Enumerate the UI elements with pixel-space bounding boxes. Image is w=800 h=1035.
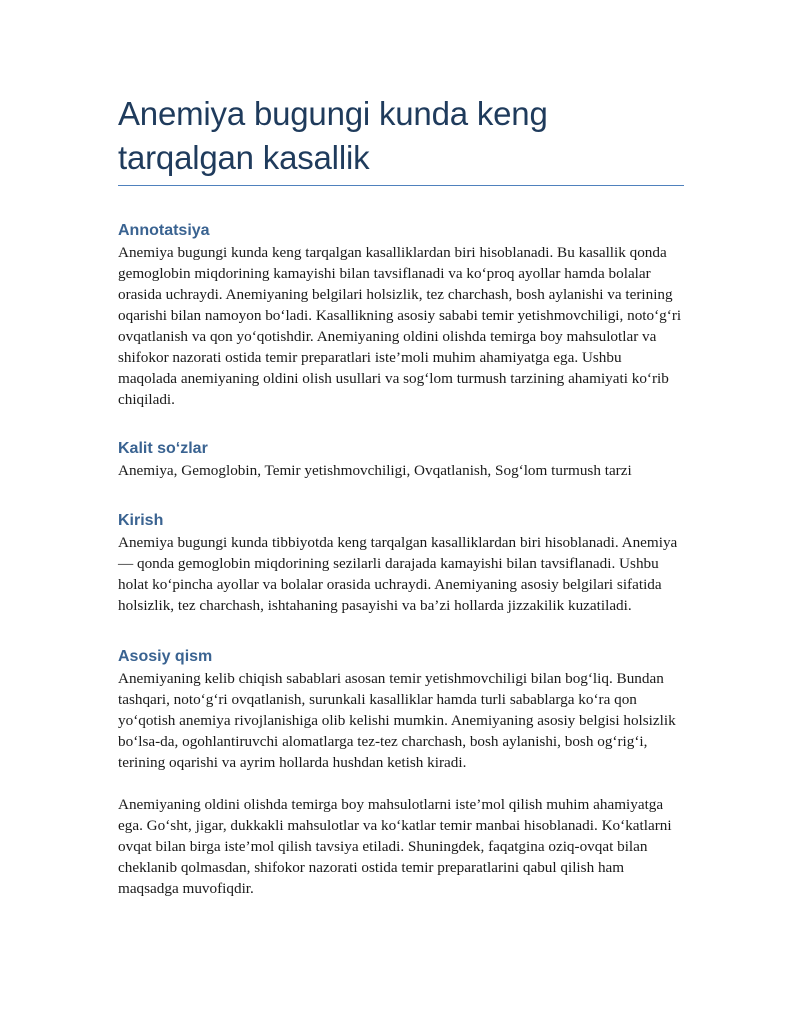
section-annotation xyxy=(118,220,684,410)
title-underline xyxy=(118,185,684,186)
annotation-paragraph: Anemiya bugungi kunda keng tarqalgan kasalliklardan biri hisoblanadi. Bu kasallik qonda gemoglobin miqdorining kamayishi bilan tavsiflanadi va ko‘proq ayollar hamda bolalar orasida uchraydi. Anemiyaning belgilari holsizlik, tez charchash, bosh aylanishi va terining oqarishi bilan namoyon bo‘ladi. Kasallikning asosiy sababi temir yetishmovchiligi, noto‘g‘ri ovqatlanish va qon yo‘qotishdir. Anemiyaning oldini olishda temirga boy mahsulotlar va shifokor nazorati ostida temir preparatlari iste’moli muhim ahamiyatga ega. Ushbu maqolada anemiyaning oldini olish usullari va sog‘lom turmush tarzining ahamiyati ko‘rib chiqiladi. xyxy=(118,244,682,408)
section-heading-main-body: Asosiy qism xyxy=(118,648,213,665)
document-page xyxy=(118,92,684,899)
main-body-paragraph-1: Anemiyaning kelib chiqish sabablari asosan temir yetishmovchiligi bilan bog‘liq. Bundan tashqari, noto‘g‘ri ovqatlanish, surunkali kasalliklar hamda turli sabablarga ko‘ra qon yo‘qotish anemiya rivojlanishiga olib kelishi mumkin. Anemiyaning asosiy belgisi holsizlik bo‘lsa-da, ogohlantiruvchi alomatlarga tez-tez charchash, bosh aylanishi, bosh og‘rig‘i, terining oqarishi va ayrim hollarda hushdan ketish kiradi. xyxy=(118,670,676,771)
section-main-body xyxy=(118,646,684,899)
section-keywords xyxy=(118,438,684,481)
section-heading-annotation: Annotatsiya xyxy=(118,222,210,239)
main-body-paragraph-2: Anemiyaning oldini olishda temirga boy mahsulotlarni iste’mol qilish muhim ahamiyatga ega. Go‘sht, jigar, dukkakli mahsulotlar va ko‘katlar temir manbai hisoblanadi. Ko‘katlarni ovqat bilan birga iste’mol qilish tavsiya etiladi. Shuningdek, faqatgina oziq-ovqat bilan cheklanib qolmasdan, shifokor nazorati ostida temir preparatlarini qabul qilish ham maqsadga muvofiqdir. xyxy=(118,796,672,897)
section-heading-keywords: Kalit so‘zlar xyxy=(118,440,208,457)
introduction-paragraph: Anemiya bugungi kunda tibbiyotda keng tarqalgan kasalliklardan biri hisoblanadi. Anemiya — qonda gemoglobin miqdorining sezilarli darajada kamayishi bilan tavsiflanadi. Ushbu holat ko‘pincha ayollar va bolalar orasida uchraydi. Anemiyaning asosiy belgilari sifatida holsizlik, tez charchash, ishtahaning pasayishi va ba’zi hollarda jizzakilik kuzatiladi. xyxy=(118,534,678,614)
section-introduction xyxy=(118,510,684,616)
document-title: Anemiya bugungi kunda keng tarqalgan kasallik xyxy=(118,95,548,176)
keywords-paragraph: Anemiya, Gemoglobin, Temir yetishmovchiligi, Ovqatlanish, Sog‘lom turmush tarzi xyxy=(118,462,632,479)
section-heading-introduction: Kirish xyxy=(118,512,164,529)
